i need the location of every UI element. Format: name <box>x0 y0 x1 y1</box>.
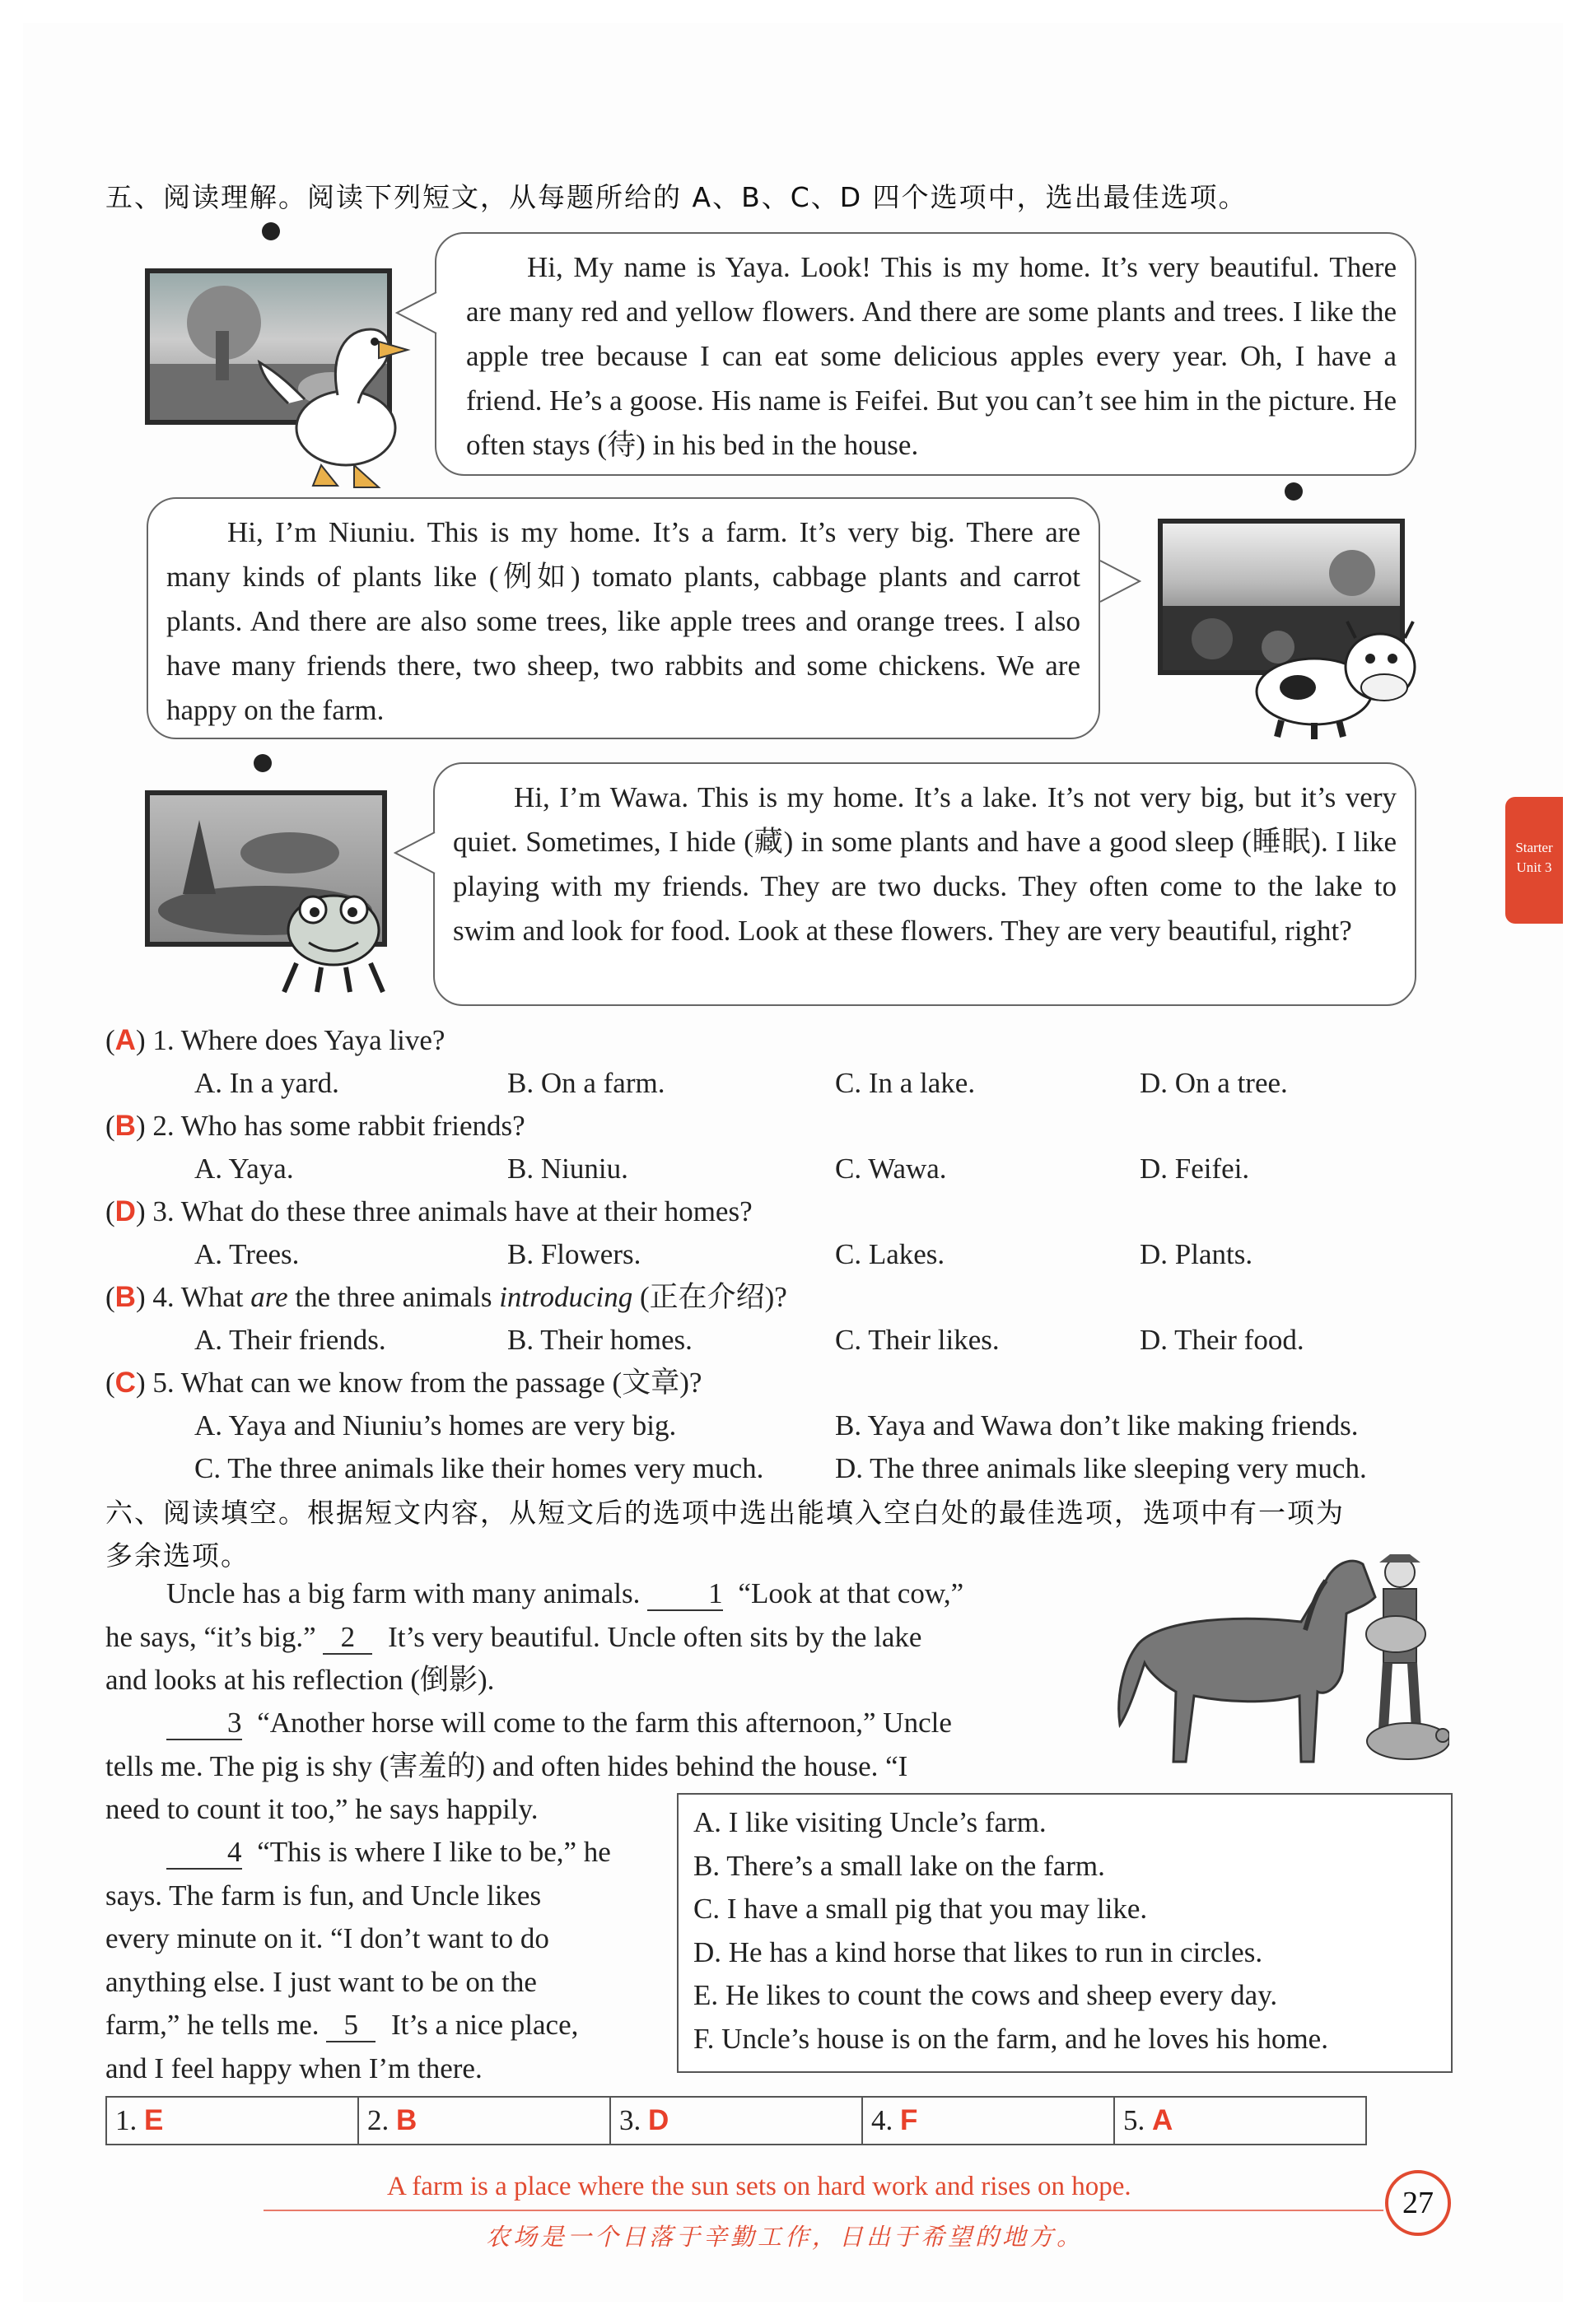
option-d: D. Feifei. <box>1140 1153 1250 1185</box>
cloze-text: farm,” he tells me. <box>105 2009 327 2041</box>
option-c: C. Their likes. <box>835 1324 1000 1356</box>
speech-bubble-niuniu <box>147 497 1100 739</box>
horse-farmer-illustration <box>1103 1548 1449 1770</box>
cloze-text: “Another horse will come to the farm this afternoon,” Uncle <box>250 1707 952 1739</box>
tab-label: Unit 3 <box>1516 859 1552 875</box>
option-b: B. Their homes. <box>507 1324 693 1356</box>
question-5: (C) 5. What can we know from the passage (文章)? <box>105 1367 702 1399</box>
blank-3: 3 <box>166 1707 242 1740</box>
picture-nail-icon <box>262 222 280 240</box>
option-c: C. The three animals like their homes very much. <box>194 1452 764 1484</box>
frog-icon <box>272 881 395 996</box>
answer-table <box>105 2096 1367 2145</box>
option-b: B. On a farm. <box>507 1067 665 1099</box>
question-4: (B) 4. What are the three animals introducing (正在介绍)? <box>105 1281 787 1313</box>
cow-icon <box>1240 609 1430 741</box>
option-a: A. Their friends. <box>194 1324 386 1356</box>
answer-number: 1. <box>115 2104 138 2136</box>
blank-4: 4 <box>166 1837 242 1870</box>
unit-side-tab <box>1505 797 1563 924</box>
passage-wawa: Hi, I’m Wawa. This is my home. It’s a lake. It’s not very big, but it’s very quiet. Sometimes, I hide (藏) in some plants and have a good sleep (睡眠). I like playing with my friends. They are two ducks. They often come to the lake to swim and look for food. Look at these flowers. They are very beautiful, right? <box>453 781 1397 947</box>
cloze-text: It’s very beautiful. Uncle often sits by the lake <box>380 1620 922 1653</box>
cloze-text: and looks at his reflection (倒影). <box>105 1664 495 1696</box>
answer-cell <box>358 2097 610 2145</box>
answer-number: 2. <box>367 2104 390 2136</box>
option-d: D. Plants. <box>1140 1238 1253 1270</box>
cloze-text: “This is where I like to be,” he <box>250 1836 611 1868</box>
cloze-text: tells me. The pig is shy (害羞的) and often hides behind the house. “I <box>105 1749 908 1782</box>
question-stem: 1. Where does Yaya live? <box>152 1024 445 1056</box>
cloze-option-f: F. Uncle’s house is on the farm, and he loves his home. <box>693 2022 1328 2055</box>
footer-motto-chinese: 农场是一个日落于辛勤工作，日出于希望的地方。 <box>486 2223 1085 2251</box>
cloze-text: he says, “it’s big.” <box>105 1620 324 1653</box>
blank-1: 1 <box>647 1578 723 1611</box>
option-c: C. In a lake. <box>835 1067 976 1099</box>
option-d: D. The three animals like sleeping very much. <box>835 1452 1367 1484</box>
cloze-option-b: B. There’s a small lake on the farm. <box>693 1849 1105 1882</box>
question-stem: 2. Who has some rabbit friends? <box>152 1110 525 1142</box>
answer-mark: C <box>114 1367 136 1399</box>
question-stem: 3. What do these three animals have at their homes? <box>152 1195 753 1227</box>
bubble-tail <box>394 828 436 878</box>
option-a: A. Trees. <box>194 1238 300 1270</box>
tab-label: Starter <box>1515 840 1553 855</box>
cloze-text: every minute on it. “I don’t want to do <box>105 1922 549 1954</box>
passage-yaya: Hi, My name is Yaya. Look! This is my home. It’s very beautiful. There are many red and yellow flowers. And there are some plants and trees. I like the apple tree because I can eat some delicious apples every year. Oh, I have a friend. He’s a goose. His name is Feifei. But you can’t see him in the picture. He often stays (待) in his bed in the house. <box>466 251 1397 461</box>
section-6-title: 六、阅读填空。根据短文内容，从短文后的选项中选出能填入空白处的最佳选项，选项中有一项为 <box>105 1497 1345 1529</box>
bubble-tail <box>1099 557 1141 606</box>
question-3: (D) 3. What do these three animals have at their homes? <box>105 1195 753 1227</box>
answer-number: 4. <box>871 2104 893 2136</box>
answer-mark: B <box>114 1281 136 1313</box>
picture-nail-icon <box>1285 482 1303 501</box>
answer-mark: A <box>1152 2104 1173 2136</box>
option-b: B. Flowers. <box>507 1238 641 1270</box>
cloze-paragraph-1 <box>105 1572 1071 1702</box>
cloze-option-e: E. He likes to count the cows and sheep every day. <box>693 1979 1278 2011</box>
answer-cell <box>862 2097 1114 2145</box>
cloze-text: anything else. I just want to be on the <box>105 1965 537 1998</box>
cloze-option-d: D. He has a kind horse that likes to run in circles. <box>693 1935 1263 1968</box>
answer-number: 3. <box>619 2104 641 2136</box>
answer-cell <box>106 2097 358 2145</box>
question-stem: (正在介绍)? <box>632 1281 787 1313</box>
option-a: A. In a yard. <box>194 1067 339 1099</box>
cloze-options-box <box>677 1793 1453 2073</box>
picture-nail-icon <box>254 754 272 772</box>
option-a: A. Yaya and Niuniu’s homes are very big. <box>194 1409 677 1441</box>
passage-niuniu: Hi, I’m Niuniu. This is my home. It’s a farm. It’s very big. There are many kinds of plants like (例如) tomato plants, cabbage plants and carrot plants. And there are also some trees, like apple trees and orange trees. I also have many friends there, two sheep, two rabbits and some chickens. We are happy on the farm. <box>166 516 1080 726</box>
question-2: (B) 2. Who has some rabbit friends? <box>105 1110 525 1142</box>
option-b: B. Niuniu. <box>507 1153 628 1185</box>
cloze-text: says. The farm is fun, and Uncle likes <box>105 1879 542 1912</box>
speech-bubble-yaya <box>435 232 1416 476</box>
bubble-tail <box>395 288 438 338</box>
question-stem: the three animals <box>287 1281 500 1313</box>
footer-rule <box>264 2210 1383 2211</box>
answer-mark: A <box>114 1024 136 1056</box>
answer-mark: D <box>114 1195 136 1227</box>
cloze-text: and I feel happy when I’m there. <box>105 2052 483 2084</box>
section-5-title: 五、阅读理解。阅读下列短文，从每题所给的 A、B、C、D 四个选项中，选出最佳选项。 <box>105 181 1248 213</box>
cloze-text: “Look at that cow,” <box>730 1577 964 1609</box>
blank-5: 5 <box>326 2010 376 2042</box>
question-stem: 5. What can we know from the passage (文章)? <box>152 1367 702 1399</box>
section-6-title-cont: 多余选项。 <box>105 1539 250 1572</box>
cloze-paragraph-3 <box>105 1831 655 2090</box>
cloze-text: Uncle has a big farm with many animals. <box>166 1577 648 1609</box>
option-d: D. Their food. <box>1140 1324 1304 1356</box>
cloze-option-a: A. I like visiting Uncle’s farm. <box>693 1806 1047 1838</box>
question-stem-italic: are <box>250 1281 288 1313</box>
option-d: D. On a tree. <box>1140 1067 1288 1099</box>
speech-bubble-wawa <box>433 762 1416 1006</box>
cloze-text: need to count it too,” he says happily. <box>105 1793 539 1825</box>
question-stem: 4. What <box>152 1281 251 1313</box>
answer-cell <box>610 2097 862 2145</box>
option-a: A. Yaya. <box>194 1153 294 1185</box>
cloze-option-c: C. I have a small pig that you may like. <box>693 1893 1148 1925</box>
option-c: C. Lakes. <box>835 1238 945 1270</box>
footer-motto-english: A farm is a place where the sun sets on hard work and rises on hope. <box>387 2172 1131 2201</box>
option-b: B. Yaya and Wawa don’t like making friends. <box>835 1409 1359 1441</box>
question-1: (A) 1. Where does Yaya live? <box>105 1024 445 1056</box>
answer-mark: F <box>900 2104 918 2136</box>
answer-mark: E <box>144 2104 164 2136</box>
answer-mark: B <box>396 2104 417 2136</box>
question-stem-italic: introducing <box>499 1281 633 1313</box>
option-c: C. Wawa. <box>835 1153 947 1185</box>
answer-number: 5. <box>1123 2104 1145 2136</box>
page-number: 27 <box>1385 2170 1451 2236</box>
blank-2: 2 <box>323 1622 372 1655</box>
answer-mark: B <box>114 1110 136 1142</box>
answer-mark: D <box>648 2104 669 2136</box>
answer-cell <box>1114 2097 1366 2145</box>
goose-icon <box>255 305 412 494</box>
cloze-text: It’s a nice place, <box>384 2009 579 2041</box>
